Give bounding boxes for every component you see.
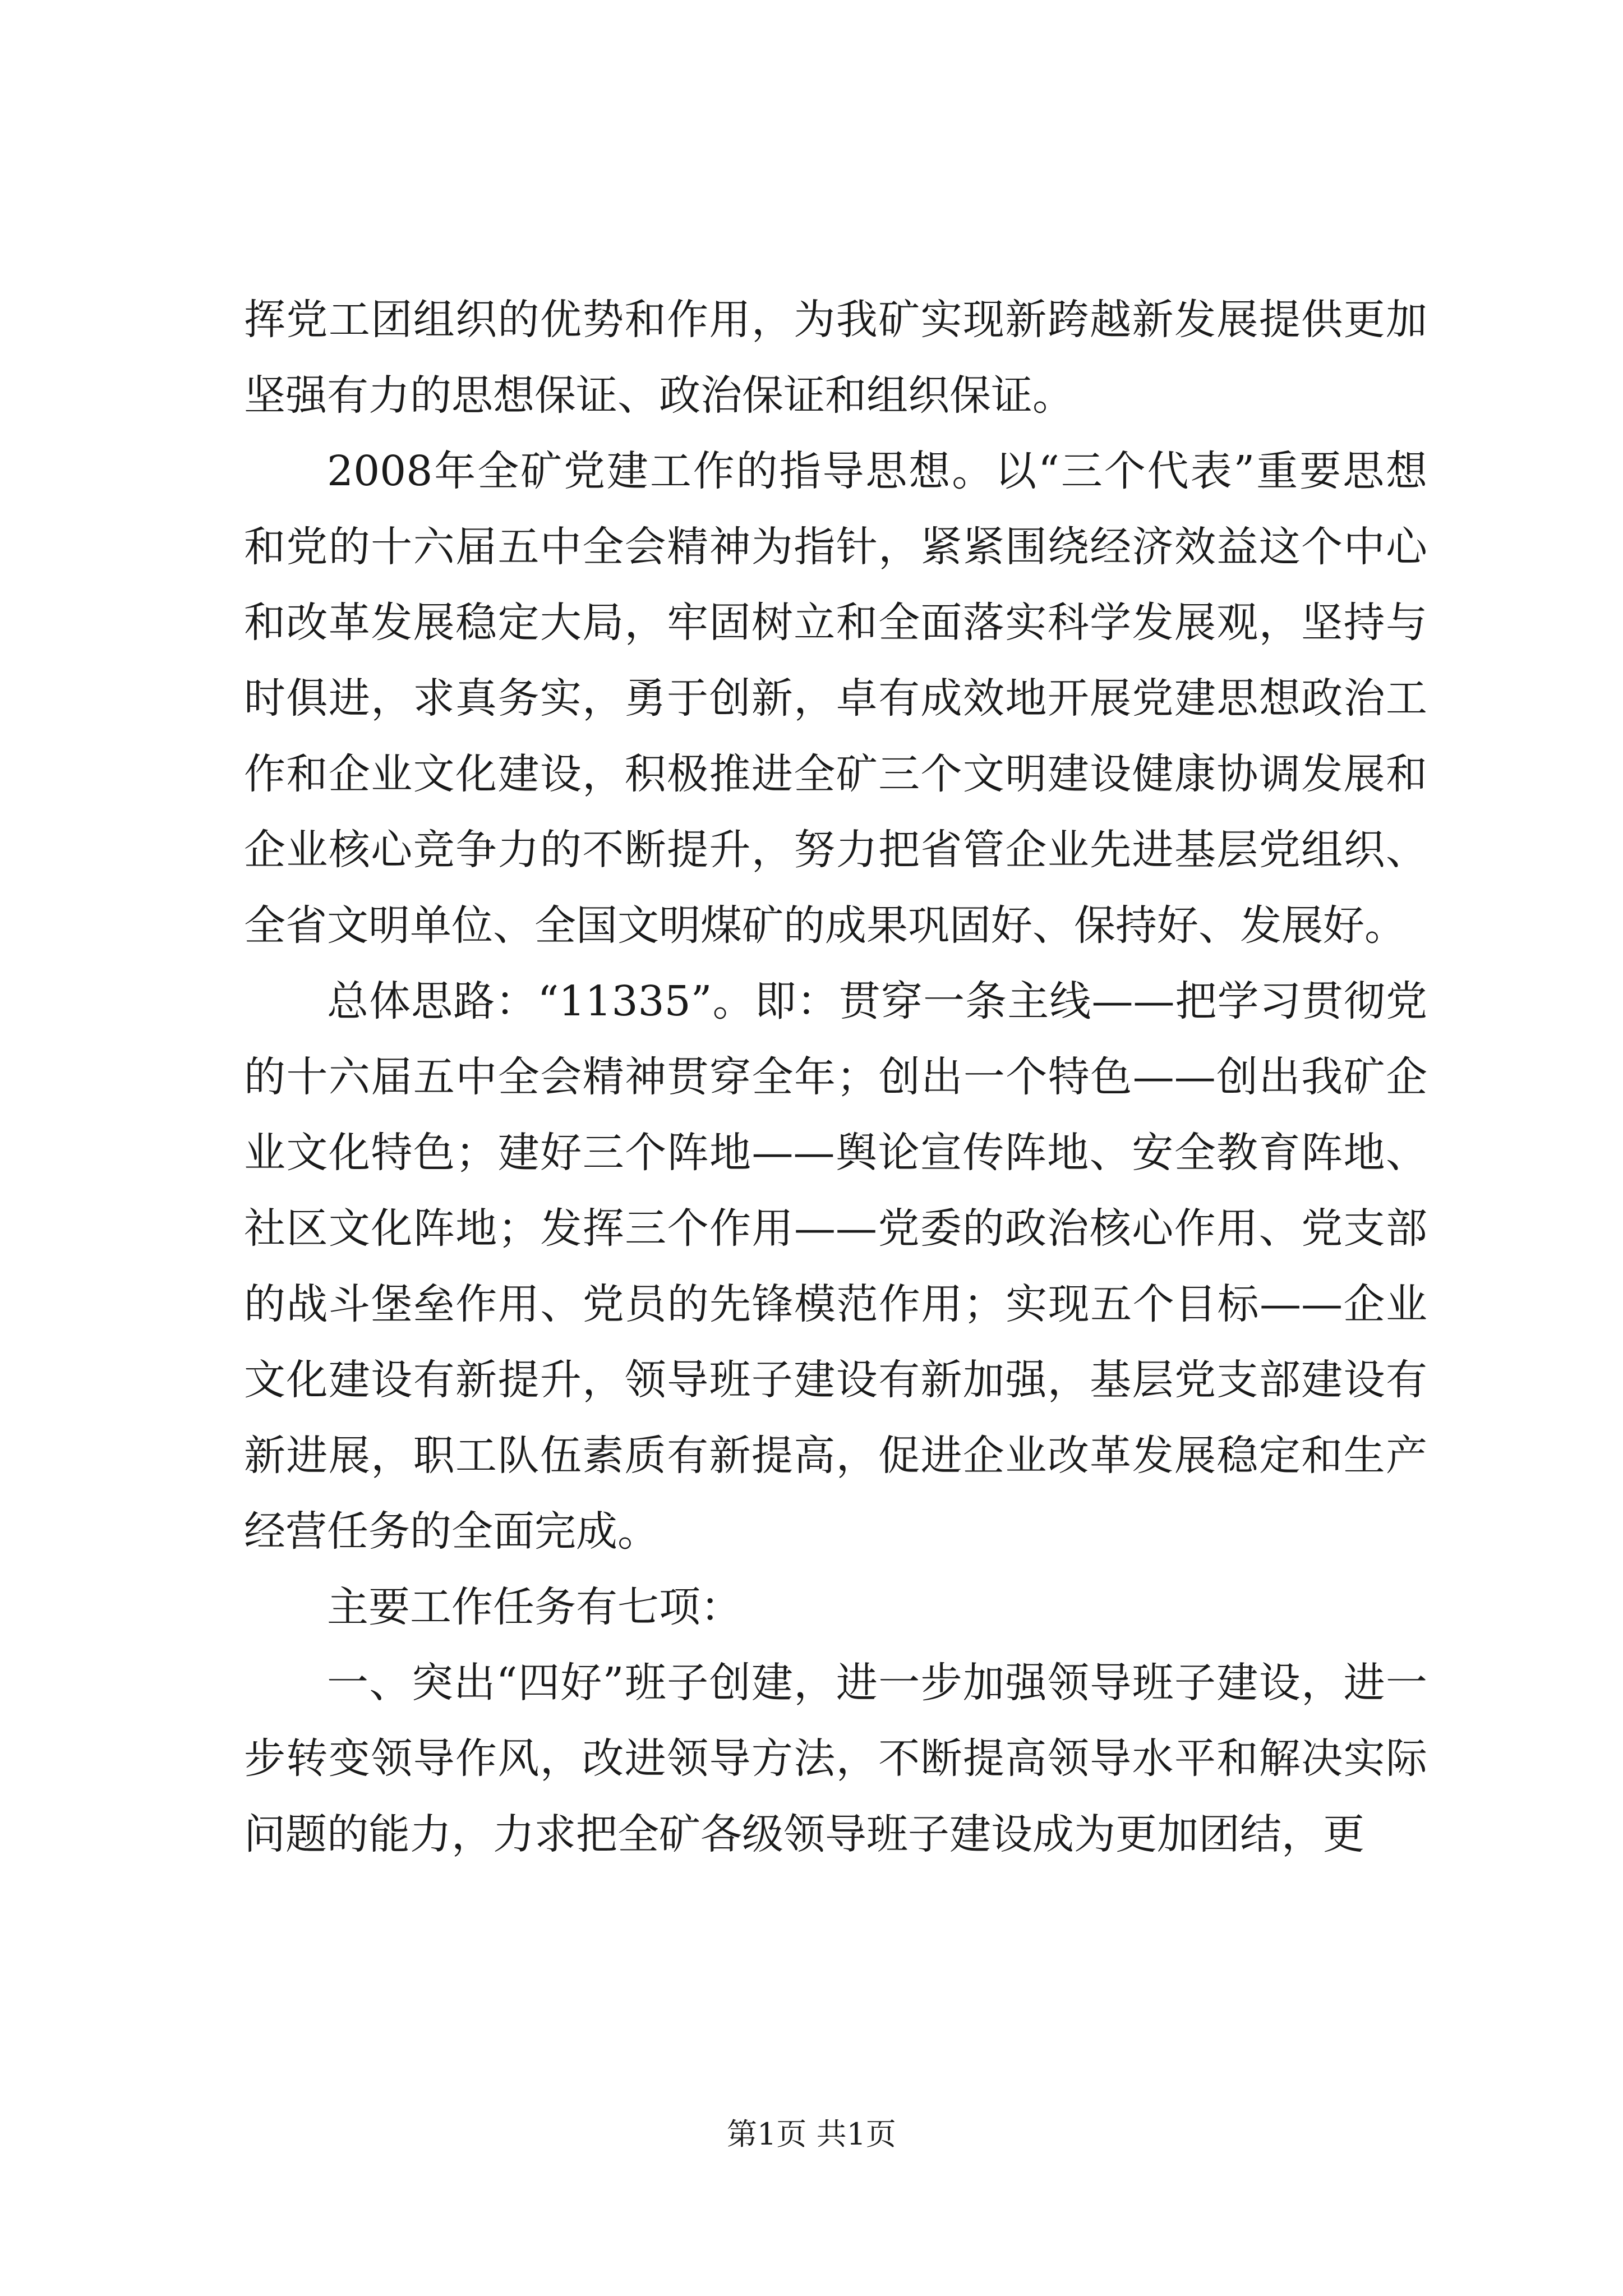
document-body (244, 282, 1427, 1872)
paragraph-guiding-ideology: 2008年全矿党建工作的指导思想。以“三个代表”重要思想和党的十六届五中全会精神为指针，紧紧围绕经济效益这个中心和改革发展稳定大局，牢固树立和全面落实科学发展观，坚持与时俱进，求真务实，勇于创新，卓有成效地开展党建思想政治工作和企业文化建设，积极推进全矿三个文明建设健康协调发展和企业核心竞争力的不断提升，努力把省管企业先进基层党组织、全省文明单位、全国文明煤矿的成果巩固好、保持好、发展好。 (244, 447, 1427, 950)
paragraph-continuation: 挥党工团组织的优势和作用，为我矿实现新跨越新发展提供更加坚强有力的思想保证、政治保证和组织保证。 (244, 296, 1427, 420)
paragraph-task-one: 一、突出“四好”班子创建，进一步加强领导班子建设，进一步转变领导作风，改进领导方法，不断提高领导水平和解决实际问题的能力，力求把全矿各级领导班子建设成为更加团结，更 (244, 1659, 1427, 1858)
page-footer: 第1页 共1页 (727, 2116, 896, 2152)
paragraph-main-tasks-heading: 主要工作任务有七项： (327, 1583, 742, 1631)
paragraph-overall-approach: 总体思路：“11335”。即：贯穿一条主线——把学习贯彻党的十六届五中全会精神贯穿全年；创出一个特色——创出我矿企业文化特色；建好三个阵地——舆论宣传阵地、安全教育阵地、社区文化阵地；发挥三个作用——党委的政治核心作用、党支部的战斗堡垒作用、党员的先锋模范作用；实现五个目标——企业文化建设有新提升，领导班子建设有新加强，基层党支部建设有新进展，职工队伍素质有新提高，促进企业改革发展稳定和生产经营任务的全面完成。 (244, 977, 1427, 1556)
